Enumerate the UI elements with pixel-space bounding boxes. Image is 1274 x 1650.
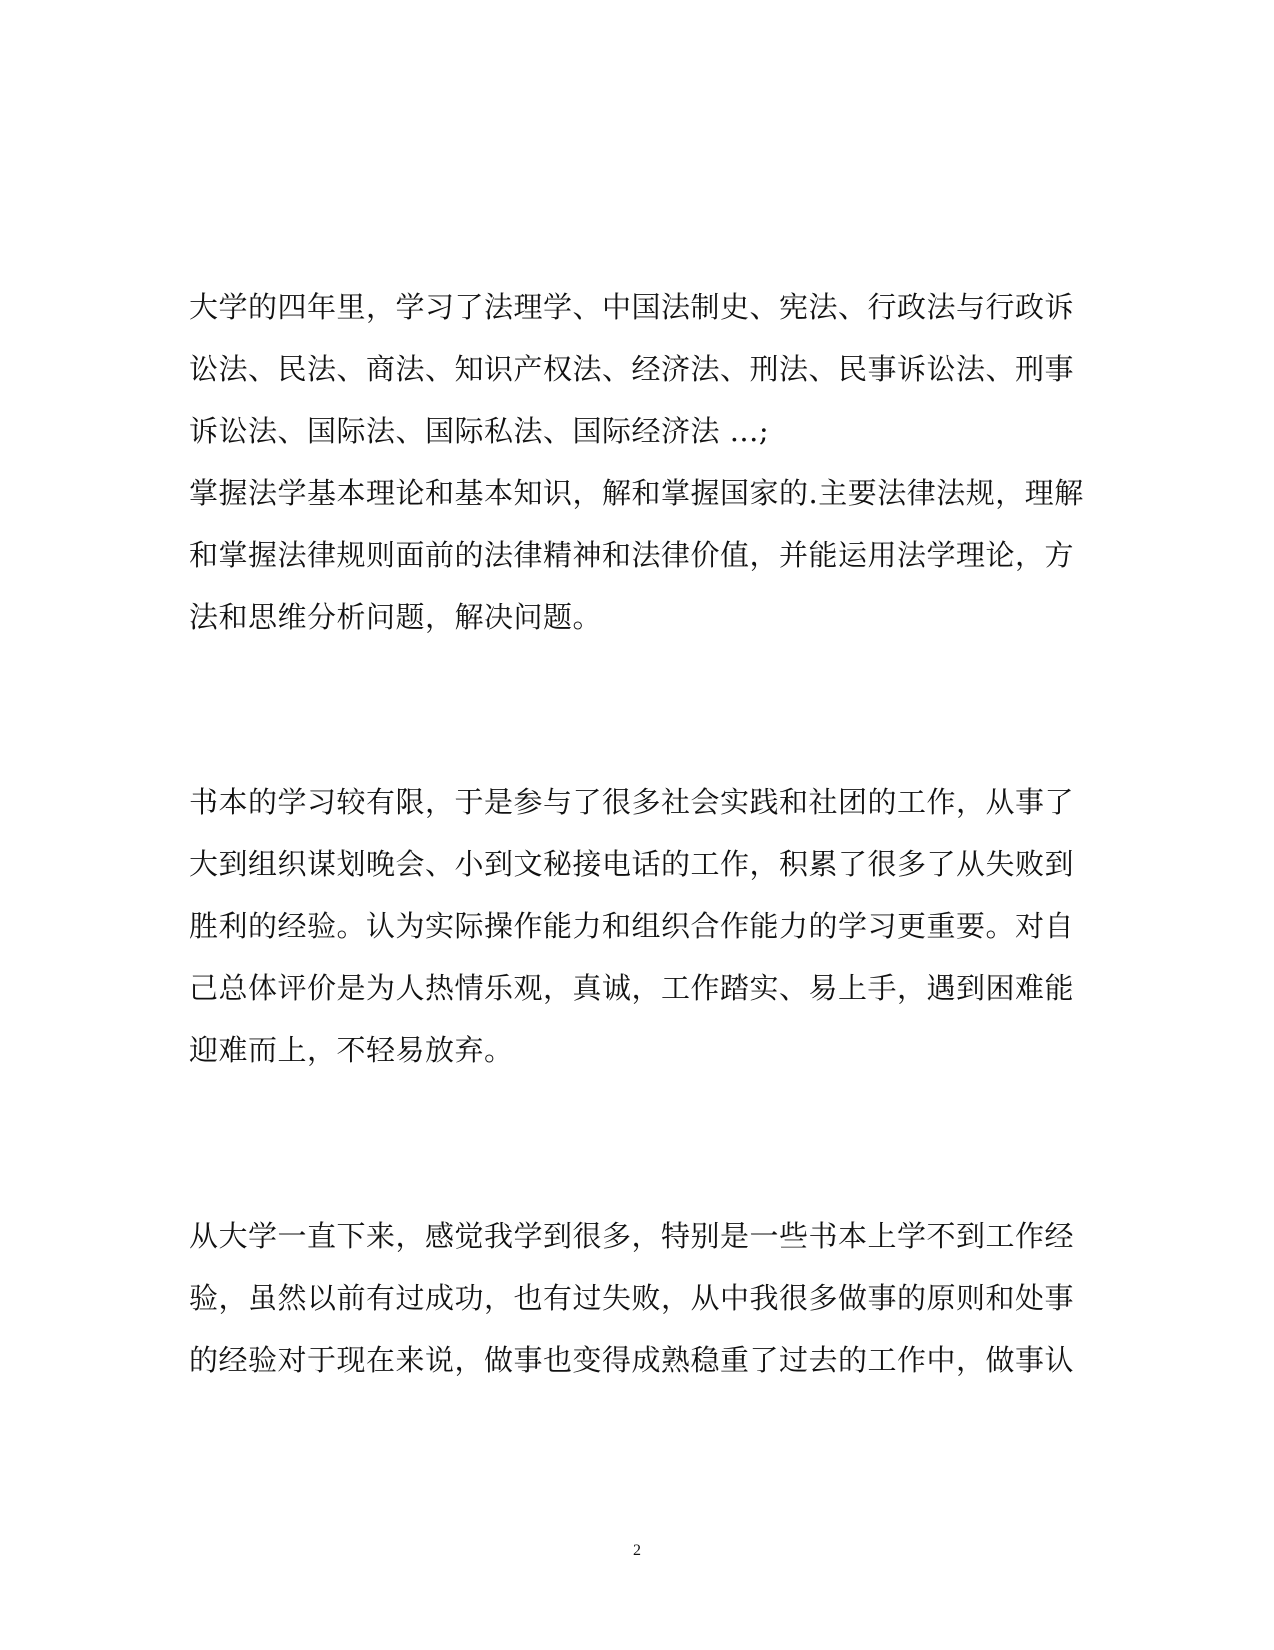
paragraph-1-line-6: 法和思维分析问题，解决问题。 <box>189 600 603 634</box>
paragraph-2-line-1: 书本的学习较有限，于是参与了很多社会实践和社团的工作，从事了 <box>189 785 1075 819</box>
page-number: 2 <box>633 1542 641 1559</box>
paragraph-1-line-1: 大学的四年里，学习了法理学、中国法制史、宪法、行政法与行政诉 <box>189 290 1075 324</box>
paragraph-1-line-5: 和掌握法律规则面前的法律精神和法律价值，并能运用法学理论，方 <box>189 538 1075 572</box>
paragraph-1-line-3: 诉讼法、国际法、国际私法、国际经济法 ...; <box>189 414 770 448</box>
paragraph-3-line-3: 的经验对于现在来说，做事也变得成熟稳重了过去的工作中，做事认 <box>189 1343 1075 1377</box>
paragraph-2-line-3: 胜利的经验。认为实际操作能力和组织合作能力的学习更重要。对自 <box>189 909 1075 943</box>
paragraph-2-line-2: 大到组织谋划晚会、小到文秘接电话的工作，积累了很多了从失败到 <box>189 847 1075 881</box>
paragraph-1-line-2: 讼法、民法、商法、知识产权法、经济法、刑法、民事诉讼法、刑事 <box>189 352 1075 386</box>
paragraph-1-line-4: 掌握法学基本理论和基本知识，解和掌握国家的.主要法律法规，理解 <box>189 476 1084 510</box>
paragraph-2-line-4: 己总体评价是为人热情乐观，真诚，工作踏实、易上手，遇到困难能 <box>189 971 1075 1005</box>
paragraph-2-line-5: 迎难而上，不轻易放弃。 <box>189 1033 514 1067</box>
paragraph-3-line-2: 验，虽然以前有过成功，也有过失败，从中我很多做事的原则和处事 <box>189 1281 1075 1315</box>
paragraph-3-line-1: 从大学一直下来，感觉我学到很多，特别是一些书本上学不到工作经 <box>189 1219 1075 1253</box>
